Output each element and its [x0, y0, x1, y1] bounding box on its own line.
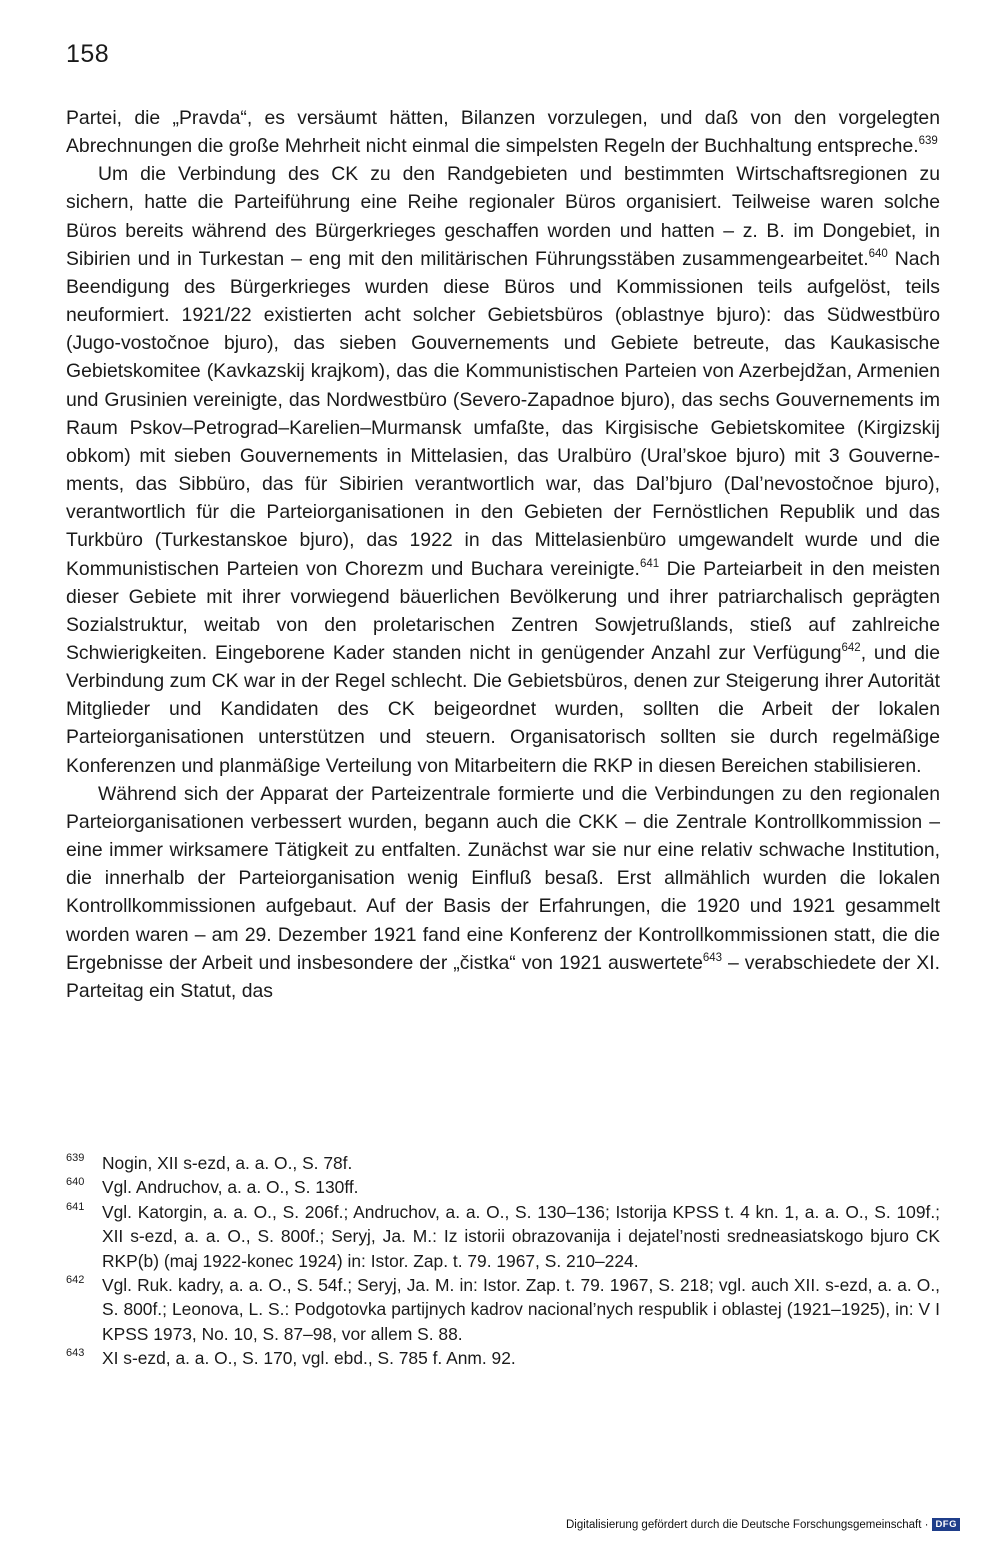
text-run: , und die Verbindung zum CK war in der Regel schlecht. Die Gebietsbüros, denen zur Steigerung ihrer Autorität Mitglieder und Kandidaten des CK beigeordnet wurden, sollten die Arbeit der lokalen Parteiorganisationen unterstützen und steuern. Organisatorisch sollten sie durch regelmäßige Konferenzen und planmäßige Verteilung von Mitarbeitern die RKP in diesen Bereichen stabilisieren. — [66, 641, 940, 777]
main-text — [66, 104, 940, 1005]
page-number: 158 — [66, 40, 110, 68]
dfg-logo: DFG — [932, 1518, 960, 1531]
footnote-text: Nogin, XII s-ezd, a. a. O., S. 78f. — [102, 1153, 353, 1173]
footnote — [66, 1151, 940, 1175]
footnote-ref: 642 — [841, 641, 861, 654]
credit-text: Digitalisierung gefördert durch die Deutsche Forschungsgemeinschaft · — [566, 1518, 929, 1531]
text-run: Partei, die „Pravda“, es versäumt hätten, Bilanzen vorzulegen, und daß von den vorgelegten Abrechnungen die große Mehrheit nicht einmal die simpelsten Regeln der Buchhaltung entspreche. — [66, 107, 940, 158]
digitization-credit — [566, 1518, 960, 1531]
footnote-number: 642 — [66, 1274, 85, 1287]
text-run: – verabschiedete der XI. Parteitag ein Statut, das — [66, 951, 940, 1002]
footnote — [66, 1346, 940, 1370]
footnote-text: Vgl. Ruk. kadry, a. a. O., S. 54f.; Seryj, Ja. M. in: Istor. Zap. t. 79. 1967, S. 218; vgl. auch XII. s-ezd, a. a. O., S. 800f.; Leonova, L. S.: Podgotovka partijnych kadrov nacional’nych respublik i oblastej (1921–1925), in: V I KPSS 1973, No. 10, S. 87–98, vor allem S. 88. — [102, 1275, 940, 1344]
text-run: Während sich der Apparat der Parteizentrale formierte und die Verbindungen zu den regionalen Parteiorganisationen verbessert wurden, begann auch die CKK – die Zentrale Kontrollkommission – eine immer wirksamere Tätigkeit zu entfalten. Zunächst war sie nur eine relativ schwache Institution, die innerhalb der Parteiorganisation wenig Einfluß besaß. Erst allmählich wurden die lokalen Kontrollkommissionen aufgebaut. Auf der Basis der Erfahrungen, die 1920 und 1921 gesammelt worden waren – am 29. Dezember 1921 fand eine Konferenz der Kontrollkommissionen statt, die die Ergebnisse der Arbeit und insbesondere der „čistka“ von 1921 auswertete — [66, 782, 940, 974]
text-run: Nach Beendigung des Bürgerkrieges wurden diese Büros und Kommissionen teils aufgelöst, teils neuformiert. 1921/22 existierten acht solcher Gebietsbüros (oblastnye bjuro): das Südwestbüro (Jugo-vostočnoe bjuro), das sieben Gouvernements und Gebiete betreute, das Kaukasische Gebietskomitee (Kavkazskij krajkom), das die Kommunistischen Parteien von Azerbejdžan, Armenien und Grusinien vereinigte, das Nordwestbüro (Severo-Zapadnoe bjuro), das sechs Gouvernements im Raum Pskov–Petrograd–Karelien–Murmansk umfaßte, das Kirgisische Gebietskomitee (Kirgizskij obkom) mit sieben Gouvernements in Mittelasien, das Uralbüro (Ural’skoe bjuro) mit 3 Gouvernements, das Sibbüro, das für Sibirien verantwortlich war, das Dal’bjuro (Dal’nevostočnoe bjuro), verantwortlich für die Parteiorganisationen in den Gebieten der Fernöstlichen Republik und das Turkbüro (Turkestanskoe bjuro), das 1922 in das Mittelasienbüro umgewandelt wurde und die Kommunistischen Parteien von Chorezm und Buchara vereinigte. — [66, 247, 941, 580]
footnote-ref: 639 — [918, 135, 938, 148]
footnote — [66, 1273, 940, 1346]
paragraph — [66, 160, 940, 779]
paragraph — [66, 104, 940, 160]
paragraph — [66, 780, 940, 1005]
footnote-ref: 643 — [702, 951, 723, 964]
footnote — [66, 1200, 940, 1273]
footnote-number: 643 — [66, 1347, 85, 1360]
text-run: Die Parteiarbeit in den meisten dieser Gebiete mit ihrer vorwiegend bäuerlichen Bevölkerung und ihrer patriarchalisch geprägten Sozialstruktur, weitab von den proletarischen Zentren Sowjetrußlands, stieß auf zahlreiche Schwierigkeiten. Eingeborene Kader standen nicht in genügender Anzahl zur Verfügung — [66, 557, 940, 664]
footnotes — [66, 1151, 940, 1371]
footnote-text: Vgl. Katorgin, a. a. O., S. 206f.; Andruchov, a. a. O., S. 130–136; Istorija KPSS t. 4 kn. 1, a. a. O., S. 109f.; XII s-ezd, a. a. O., S. 800f.; Seryj, Ja. M.: Iz istorii obrazovanija i dejatel’nosti sredneasiatskogo bjuro CK RKP(b) (maj 1922-konec 1924) in: Istor. Zap. t. 79. 1967, S. 210–224. — [102, 1201, 940, 1271]
footnote-text: XI s-ezd, a. a. O., S. 170, vgl. ebd., S. 785 f. Anm. 92. — [102, 1348, 516, 1369]
footnote-number: 640 — [66, 1176, 85, 1189]
text-run: Um die Verbindung des CK zu den Randgebieten und bestimmten Wirtschaftsregionen zu sichern, hatte die Parteiführung eine Reihe regionaler Büros organisiert. Teilweise waren solche Büros bereits während des Bürgerkrieges geschaffen worden und hatten – z. B. im Dongebiet, in Sibirien und in Turkestan – eng mit den militärischen Führungsstäben zusammengearbeitet. — [66, 163, 940, 270]
footnote-number: 639 — [66, 1152, 85, 1164]
footnote-ref: 641 — [639, 557, 660, 570]
footnote-ref: 640 — [868, 247, 888, 260]
footnote — [66, 1175, 940, 1199]
footnote-number: 641 — [66, 1200, 85, 1213]
footnote-text: Vgl. Andruchov, a. a. O., S. 130ff. — [102, 1177, 359, 1198]
